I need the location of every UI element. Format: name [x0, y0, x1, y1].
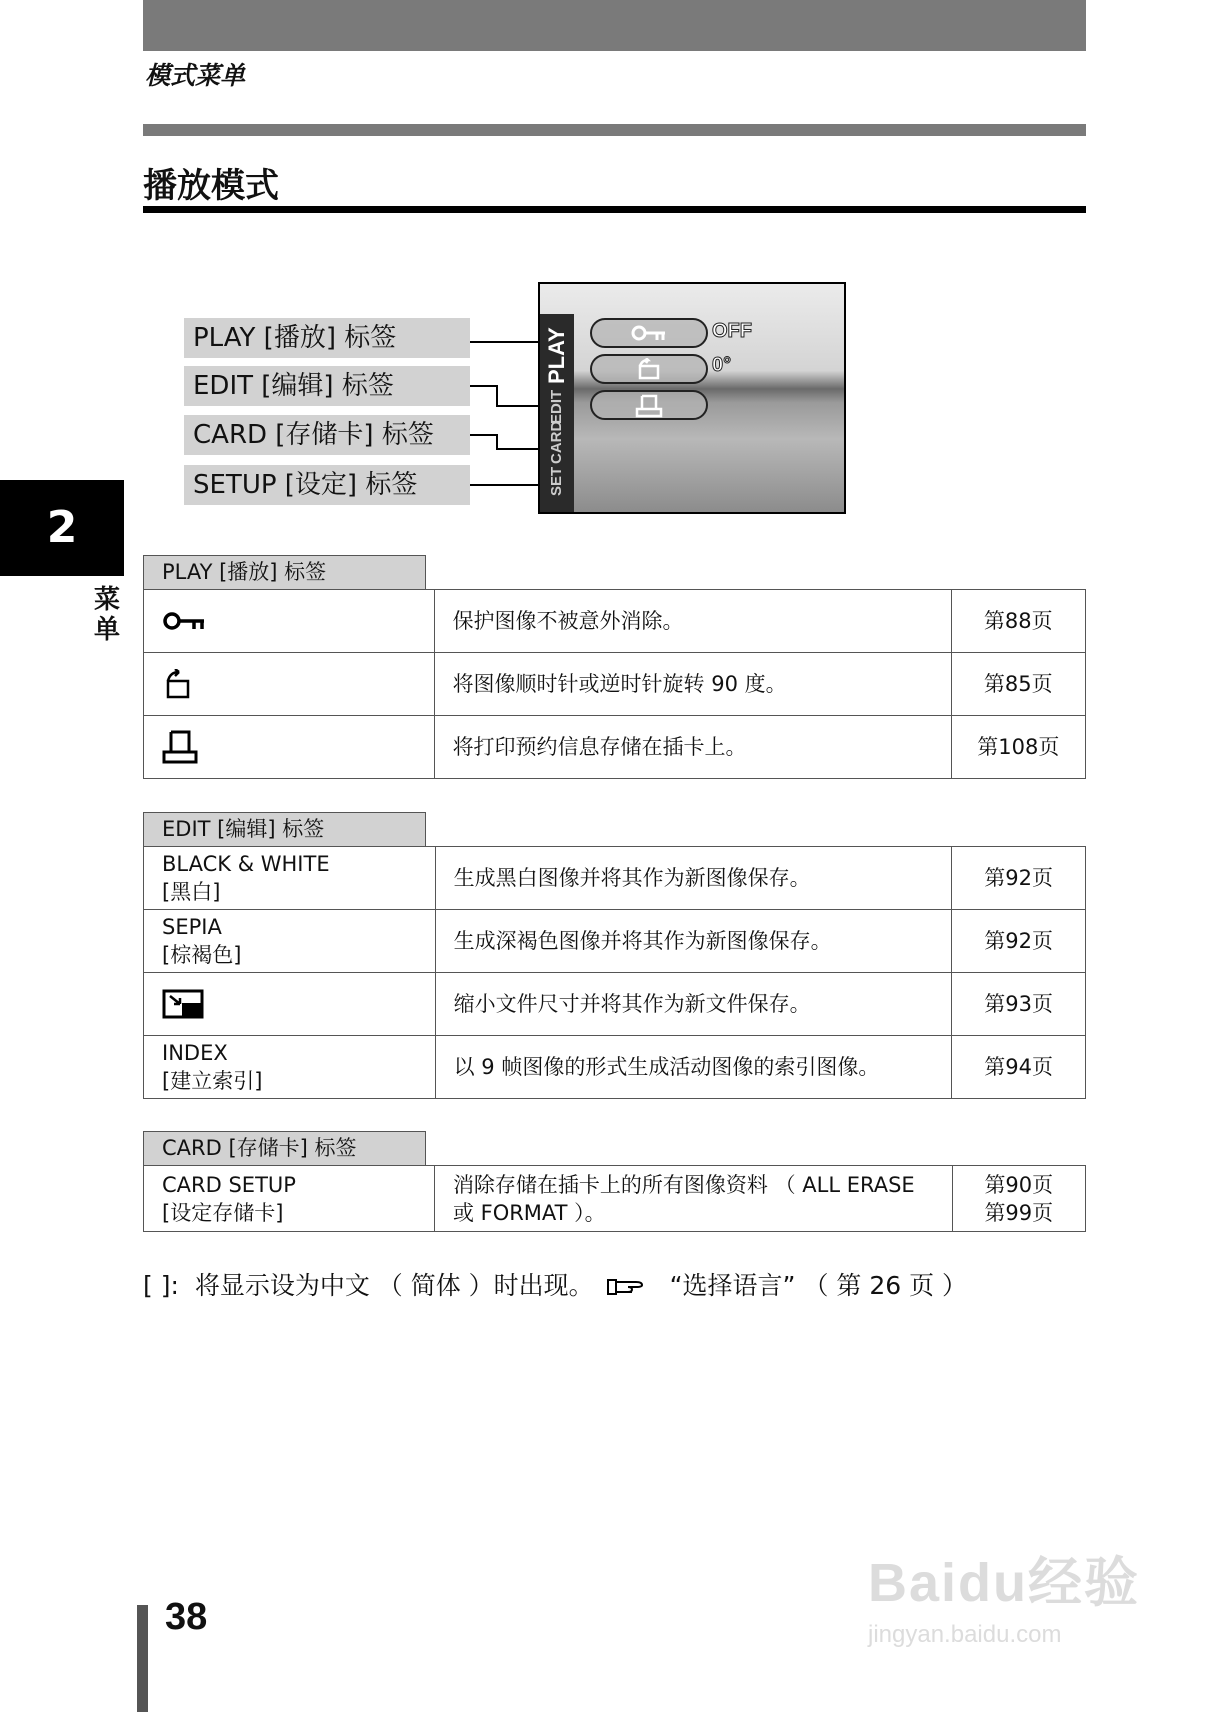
table-row	[144, 1166, 1086, 1232]
card-setup-desc-line1: 消除存储在插卡上的所有图像资料 （ ALL ERASE	[452, 1172, 915, 1197]
play-rotate-page: 第85页	[951, 653, 1085, 716]
card-setup-page2: 第99页	[984, 1200, 1054, 1225]
footnote-text: 将显示设为中文 （ 简体 ）时出现。	[194, 1271, 594, 1300]
table-row	[144, 716, 1086, 779]
footnote	[143, 1266, 967, 1302]
screen-tab-card: CARD	[548, 420, 565, 464]
card-setup-page1: 第90页	[984, 1172, 1054, 1197]
edit-sepia-desc: 生成深褐色图像并将其作为新图像保存。	[435, 910, 952, 973]
watermark-logo: Baidu经验	[868, 1553, 1141, 1613]
table-row	[144, 590, 1086, 653]
page-number: 38	[165, 1596, 208, 1638]
play-table-head: PLAY [播放] 标签	[143, 555, 426, 589]
resize-icon	[162, 989, 204, 1019]
edit-table-head: EDIT [编辑] 标签	[143, 812, 426, 846]
play-protect-page: 第88页	[951, 590, 1085, 653]
screen-protect-value: OFF	[712, 320, 752, 342]
key-icon	[631, 324, 667, 342]
edit-bw-label-zh: [黑白]	[162, 880, 221, 904]
header-divider	[143, 124, 1086, 136]
play-print-page: 第108页	[951, 716, 1085, 779]
screen-rotate-value: 0°	[712, 354, 732, 376]
table-row	[144, 1036, 1086, 1099]
edit-resize-page: 第93页	[952, 973, 1086, 1036]
chapter-label: 菜单	[93, 585, 120, 645]
table-row	[144, 973, 1086, 1036]
top-bar	[143, 0, 1086, 51]
screen-protect-item	[590, 318, 708, 348]
card-table-head: CARD [存储卡] 标签	[143, 1131, 426, 1165]
edit-bw-page: 第92页	[952, 847, 1086, 910]
table-row	[144, 653, 1086, 716]
edit-index-label: INDEX	[162, 1041, 228, 1065]
play-rotate-desc: 将图像顺时针或逆时针旋转 90 度。	[434, 653, 951, 716]
screen-tab-set: SET	[548, 466, 565, 496]
print-order-icon	[635, 394, 663, 418]
table-row	[144, 910, 1086, 973]
play-protect-desc: 保护图像不被意外消除。	[434, 590, 951, 653]
edit-sepia-label: SEPIA	[162, 915, 222, 939]
edit-sepia-label-zh: [棕褐色]	[162, 943, 242, 967]
play-print-desc: 将打印预约信息存储在插卡上。	[434, 716, 951, 779]
footnote-bracket: [ ]:	[143, 1271, 179, 1300]
reference-hand-icon	[606, 1273, 648, 1302]
watermark-url: jingyan.baidu.com	[868, 1621, 1062, 1648]
play-table	[143, 589, 1086, 779]
edit-bw-desc: 生成黑白图像并将其作为新图像保存。	[435, 847, 952, 910]
edit-sepia-page: 第92页	[952, 910, 1086, 973]
screen-tab-edit: EDIT	[548, 389, 565, 424]
card-table	[143, 1165, 1086, 1232]
chapter-number: 2	[0, 480, 124, 576]
section-header: 模式菜单	[145, 61, 246, 90]
screen-menu	[580, 314, 846, 434]
screen-print-item	[590, 390, 708, 420]
title-underline	[143, 206, 1086, 213]
card-setup-desc-line2: 或 FORMAT ）。	[452, 1200, 606, 1225]
rotate-icon	[162, 669, 196, 699]
page-number-bar	[137, 1605, 148, 1712]
edit-resize-desc: 缩小文件尺寸并将其作为新文件保存。	[435, 973, 952, 1036]
callout-play-tab: PLAY [播放] 标签	[184, 318, 470, 358]
edit-index-page: 第94页	[952, 1036, 1086, 1099]
callout-setup-tab: SETUP [设定] 标签	[184, 465, 470, 505]
screen-tab-play: PLAY	[544, 327, 569, 384]
edit-index-desc: 以 9 帧图像的形式生成活动图像的索引图像。	[435, 1036, 952, 1099]
card-setup-label: CARD SETUP	[162, 1172, 296, 1197]
edit-bw-label: BLACK & WHITE	[162, 852, 330, 876]
callout-edit-tab: EDIT [编辑] 标签	[184, 366, 470, 406]
page-title: 播放模式	[143, 166, 279, 206]
edit-index-label-zh: [建立索引]	[162, 1069, 263, 1093]
callout-card-tab: CARD [存储卡] 标签	[184, 415, 470, 455]
protect-key-icon	[162, 609, 206, 633]
footnote-ref: “选择语言” （ 第 26 页 ）	[669, 1271, 968, 1300]
rotate-icon	[634, 358, 664, 380]
table-row	[144, 847, 1086, 910]
watermark	[868, 1540, 1140, 1649]
screen-rotate-item	[590, 354, 708, 384]
camera-screen	[538, 282, 846, 514]
card-setup-label-zh: [设定存储卡]	[162, 1200, 284, 1225]
edit-table	[143, 846, 1086, 1099]
print-order-icon	[162, 730, 198, 764]
